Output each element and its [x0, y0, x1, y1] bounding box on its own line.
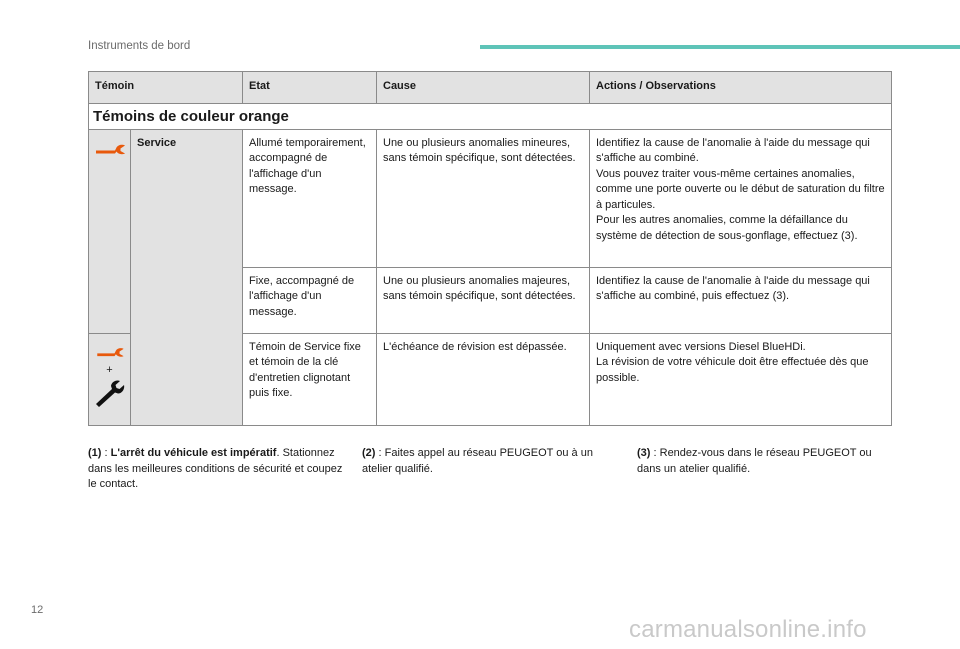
action-line: Identifiez la cause de l'anomalie à l'aide du message qui s'affiche au combiné. [596, 136, 870, 164]
page-number: 12 [31, 604, 44, 616]
row1-etat: Allumé temporairement, accompagné de l'affichage d'un message. [243, 129, 377, 267]
row3-cause: L'échéance de révision est dépassée. [377, 333, 590, 425]
action-line: La révision de votre véhicule doit être effectuée dès que possible. [596, 356, 869, 384]
table-header-row [89, 72, 892, 104]
col-header-cause: Cause [377, 72, 590, 104]
wrench-orange-icon [92, 138, 128, 160]
band-title: Témoins de couleur orange [89, 104, 892, 130]
row1-actions [590, 129, 892, 267]
row2-cause: Une ou plusieurs anomalies majeures, sans témoin spécifique, sont détectées. [377, 267, 590, 333]
footnote-3 [637, 446, 889, 477]
col-header-etat: Etat [243, 72, 377, 104]
section-title: Instruments de bord [88, 40, 191, 52]
footnote-sep: : [375, 447, 385, 459]
row2-actions [590, 267, 892, 333]
service-label: Service [131, 129, 243, 425]
footnote-ref: (1) [88, 447, 102, 459]
footnote-text: Faites appel au réseau PEUGEOT ou à un atelier qualifié. [362, 447, 593, 475]
row1-cause: Une ou plusieurs anomalies mineures, sans témoin spécifique, sont détectées. [377, 129, 590, 267]
col-header-temoin: Témoin [89, 72, 243, 104]
col-header-actions: Actions / Observations [590, 72, 892, 104]
wrench-orange-icon [92, 342, 128, 362]
plus-sign: + [106, 363, 113, 376]
table-row [89, 129, 892, 267]
footnote-ref: (3) [637, 447, 651, 459]
row2-etat: Fixe, accompagné de l'affichage d'un message. [243, 267, 377, 333]
maintenance-icon-cell [89, 333, 131, 425]
action-line: Identifiez la cause de l'anomalie à l'aide du message qui s'affiche au combiné, puis effectuez (3). [596, 274, 870, 302]
warning-lights-table [88, 71, 892, 426]
service-icon-cell [89, 129, 131, 333]
footnote-text: Rendez-vous dans le réseau PEUGEOT ou dans un atelier qualifié. [637, 447, 872, 475]
row3-etat: Témoin de Service fixe et témoin de la clé d'entretien clignotant puis fixe. [243, 333, 377, 425]
section-accent-bar [480, 45, 960, 49]
footnote-1 [88, 446, 343, 493]
wrench-black-icon [93, 378, 127, 408]
band-row [89, 104, 892, 130]
footnote-sep: : [101, 447, 111, 459]
watermark: carmanualsonline.info [629, 616, 867, 643]
action-line: Pour les autres anomalies, comme la défaillance du système de détection de sous-gonflage, effectuez (3). [596, 214, 858, 242]
row3-actions [590, 333, 892, 425]
action-line: Uniquement avec versions Diesel BlueHDi. [596, 340, 806, 353]
footnote-sep: : [650, 447, 660, 459]
footnote-text: . Stationnez dans les meilleures conditions de sécurité et coupez le contact. [88, 447, 343, 490]
action-line: Vous pouvez traiter vous-même certaines anomalies, comme une porte ouverte ou le début de saturation du filtre à particules. [596, 167, 885, 211]
footnote-bold: L'arrêt du véhicule est impératif [110, 447, 277, 459]
footnote-2 [362, 446, 620, 477]
footnote-ref: (2) [362, 447, 376, 459]
